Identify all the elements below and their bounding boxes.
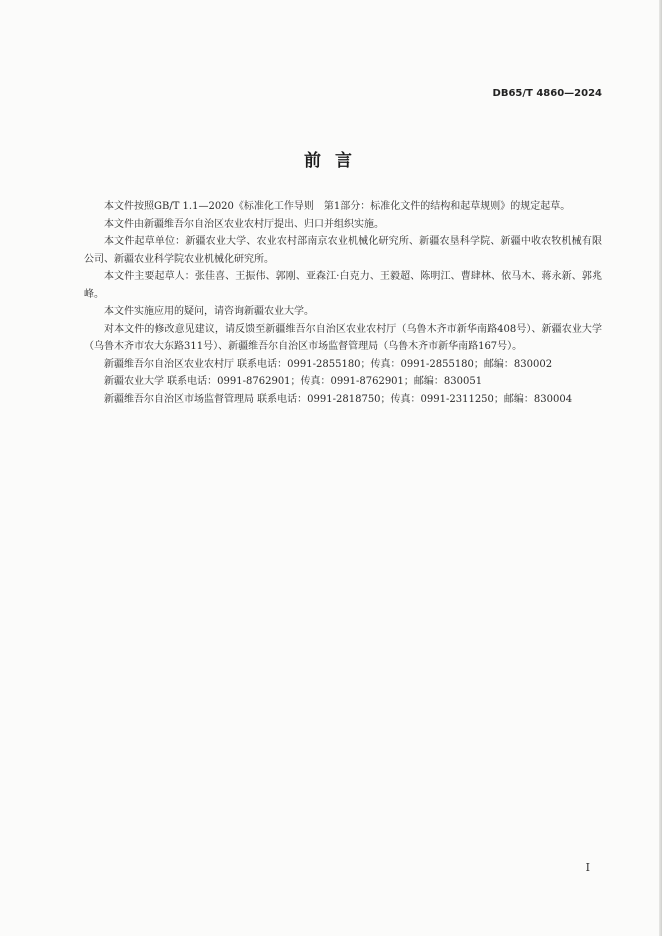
page-title: 前言: [304, 151, 366, 171]
contact-line: 新疆维吾尔自治区农业农村厅 联系电话：0991-2855180；传真：0991-2855180；邮编：830002: [104, 358, 553, 370]
paragraph-drafting-units: 本文件起草单位：新疆农业大学、农业农村部南京农业机械化研究所、新疆农垦科学院、新疆中收农牧机械有限公司、新疆农业科学院农业机械化研究所。: [84, 236, 602, 265]
paragraph-drafters: 本文件主要起草人：张佳喜、王振伟、郭刚、亚森江·白克力、王毅超、陈明江、曹肆林、依马木、蒋永新、郭兆峰。: [84, 271, 602, 300]
page-number: I: [585, 861, 590, 874]
paragraph-proposer: 本文件由新疆维吾尔自治区农业农村厅提出、归口并组织实施。: [104, 218, 384, 230]
contact-line: 新疆维吾尔自治区市场监督管理局 联系电话：0991-2818750；传真：0991-2311250；邮编：830004: [104, 393, 573, 405]
paragraph-feedback: 对本文件的修改意见建议，请反馈至新疆维吾尔自治区农业农村厅（乌鲁木齐市新华南路408号）、新疆农业大学（乌鲁木齐市农大东路311号）、新疆维吾尔自治区市场监督管理局（乌鲁木齐市新华南路167号）。: [84, 323, 602, 352]
foreword-body: [84, 198, 602, 408]
document-code: DB65/T 4860—2024: [492, 88, 602, 99]
paragraph-drafting-rules: 本文件按照GB/T 1.1—2020《标准化工作导则 第1部分：标准化文件的结构和起草规则》的规定起草。: [104, 201, 571, 212]
paragraph-inquiry: 本文件实施应用的疑问，请咨询新疆农业大学。: [104, 306, 314, 317]
contact-line: 新疆农业大学 联系电话：0991-8762901；传真：0991-8762901；邮编：830051: [104, 376, 483, 387]
